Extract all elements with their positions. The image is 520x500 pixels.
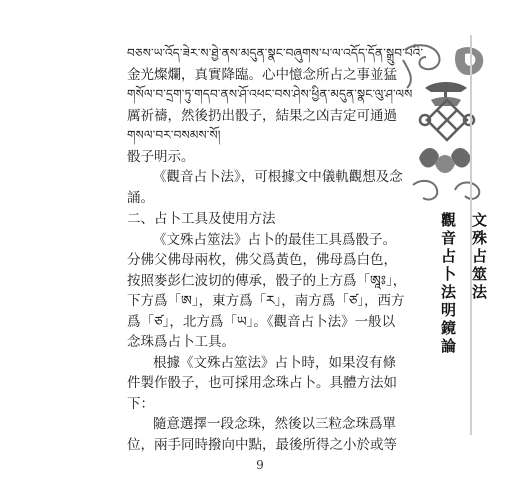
text-line: 位，兩手同時撥向中點，最後所得之小於或等 — [127, 436, 397, 453]
section-heading: 二、占卜工具及使用方法 — [127, 211, 276, 227]
paragraph-start-line: 隨意選擇一段念珠，然後以三粒念珠爲單 — [153, 416, 396, 432]
running-title-primary: 文殊占筮法 — [470, 212, 488, 302]
text-line: 下方爲「ཨ」，東方爲「ར」，南方爲「ཙ」，西方 — [127, 293, 405, 309]
running-title-secondary: 觀音占卜法明鏡論 — [439, 212, 457, 356]
page-number: 9 — [256, 458, 264, 472]
text-line: 分佛父佛母兩枚，佛父爲黃色，佛母爲白色， — [127, 252, 397, 268]
tibetan-line: གསལ་བར་བསམས་སོ། — [127, 128, 221, 142]
text-line: 金光燦爛，真實降臨。心中憶念所占之事並猛 — [127, 66, 397, 83]
body-text — [127, 44, 424, 455]
tibetan-line: གསོལ་བ་དྲག་ཏུ་གདབ་ནས་ཤོ་འཕང་བས་ཤེས་ཕྱིན་མདུན་སྣང་ལུ་ཤ་ལས — [127, 87, 413, 101]
text-line: 按照麥彭仁波切的傳承，骰子的上方爲「ཨཱཿ」， — [127, 272, 407, 289]
text-line: 厲祈禱，然後扔出骰子，結果之凶吉定可通過 — [127, 107, 397, 124]
paragraph-start-line: 根據《文殊占筮法》占卜時，如果沒有條 — [153, 354, 396, 371]
running-title — [398, 212, 490, 432]
text-line: 爲「ཙ」，北方爲「ཡ」。《觀音占卜法》一般以 — [127, 313, 396, 330]
text-line: 下： — [127, 395, 154, 412]
paragraph-start-line: 《文殊占筮法》占卜的最佳工具爲骰子。 — [153, 231, 396, 248]
tibetan-line: བཅས་ཡ་འོད་ཟེར་ས་ཐྱེ་ནས་མདུན་སྣང་བཞུགས་པ་ལ་འདོད་དོན་སྒྲུབ་པའི་ — [127, 46, 424, 60]
conch-icon — [403, 45, 440, 88]
lotus-icon — [419, 148, 471, 173]
text-line: 誦。 — [127, 189, 154, 206]
text-line: 念珠爲占卜工具。 — [127, 334, 235, 350]
margin-ornament-icon — [395, 40, 495, 205]
text-line: 骰子明示。 — [127, 148, 195, 165]
text-line: 件製作骰子，也可採用念珠占卜。具體方法如 — [127, 375, 397, 391]
paragraph-start-line: 《觀音占卜法》，可根據文中儀軌觀想及念 — [153, 169, 403, 185]
